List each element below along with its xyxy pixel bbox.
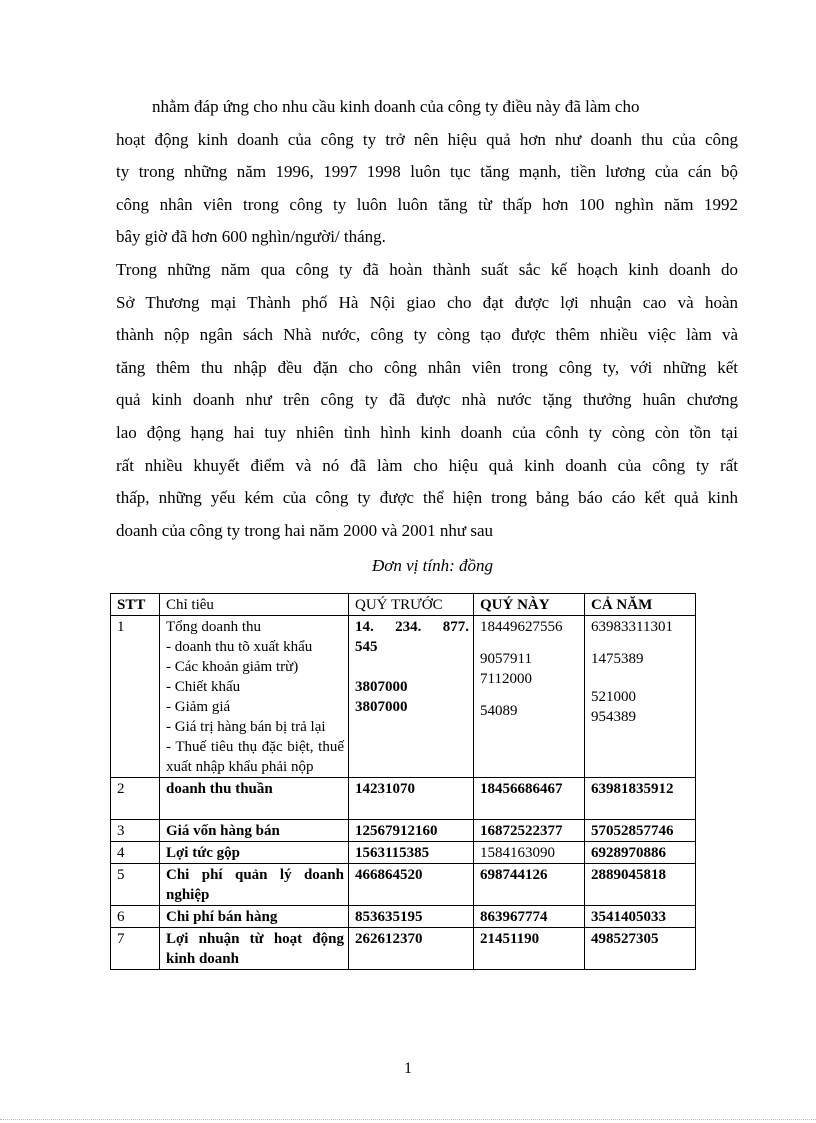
cell-stt: 3 xyxy=(111,820,160,842)
table-row xyxy=(111,928,696,970)
text-line: quả kinh doanh như trên công ty đã được nhà nước tặng thưởng huân chương xyxy=(116,390,738,410)
indicator-line: Tổng doanh thu xyxy=(166,619,261,635)
text-line: rất nhiều khuyết điểm và nó đã làm cho hiệu quả kinh doanh của công ty rất xyxy=(116,455,738,475)
value-line: 1475389 xyxy=(591,651,644,667)
text-line: Trong những năm qua công ty đã hoàn thành suất sắc kế hoạch kinh doanh do xyxy=(116,260,738,279)
cell-prev-quarter: 1563115385 xyxy=(349,842,474,864)
cell-full-year: 63981835912 xyxy=(585,778,696,820)
value-line: 7112000 xyxy=(480,671,532,687)
value-line: 954389 xyxy=(591,709,636,725)
cell-stt: 6 xyxy=(111,906,160,928)
cell-prev-quarter xyxy=(349,616,474,778)
text-line: doanh của công ty trong hai năm 2000 và 2001 như sau xyxy=(116,520,493,540)
cell-prev-quarter: 853635195 xyxy=(349,906,474,928)
table-row xyxy=(111,616,696,778)
text-line: lao động hạng hai tuy nhiên tình hình kinh doanh của cônh ty còng còn tồn tại xyxy=(116,422,738,442)
cell-full-year: 2889045818 xyxy=(585,864,696,906)
value-line: 3807000 xyxy=(355,699,408,715)
indicator-line: - Chiết khấu xyxy=(166,679,241,695)
indicator-line: - Thuế tiêu thụ đặc biệt, thuế xuất nhập khẩu phải nộp xyxy=(166,739,344,775)
cell-stt: 4 xyxy=(111,842,160,864)
value-line: 18449627556 xyxy=(480,619,563,635)
value-line: 3807000 xyxy=(355,679,408,695)
cell-indicator: Lợi tức gộp xyxy=(160,842,349,864)
text-line: bây giờ đã hơn 600 nghìn/người/ tháng. xyxy=(116,227,386,247)
cell-prev-quarter: 14231070 xyxy=(349,778,474,820)
cell-this-quarter xyxy=(474,616,585,778)
cell-indicator xyxy=(160,616,349,778)
cell-full-year: 57052857746 xyxy=(585,820,696,842)
table-row xyxy=(111,864,696,906)
header-full-year: CẢ NĂM xyxy=(585,594,696,616)
page-number: 1 xyxy=(404,1060,412,1077)
value-line: 63983311301 xyxy=(591,619,673,635)
value-line: 521000 xyxy=(591,689,636,705)
indicator-line: - Giảm giá xyxy=(166,699,231,715)
header-indicator: Chỉ tiêu xyxy=(160,594,349,616)
table-header-row xyxy=(111,594,696,616)
cell-indicator: Chi phí bán hàng xyxy=(160,906,349,928)
text-line: thấp, những yếu kém của công ty được thể hiện trong bảng báo cáo kết quả kinh xyxy=(116,488,738,508)
cell-full-year xyxy=(585,616,696,778)
cell-indicator: Chi phí quản lý doanh nghiệp xyxy=(160,864,349,906)
cell-this-quarter: 698744126 xyxy=(474,864,585,906)
text-line: nhằm đáp ứng cho nhu cầu kinh doanh của công ty điều này đã làm cho xyxy=(152,97,640,116)
cell-this-quarter: 863967774 xyxy=(474,906,585,928)
text-line: Sở Thương mại Thành phố Hà Nội giao cho đạt được lợi nhuận cao và hoàn xyxy=(116,292,738,312)
cell-prev-quarter: 262612370 xyxy=(349,928,474,970)
unit-label: Đơn vị tính: đồng xyxy=(372,556,493,575)
cell-stt: 2 xyxy=(111,778,160,820)
cell-indicator: Lợi nhuận từ hoạt động kinh doanh xyxy=(160,928,349,970)
cell-indicator: Giá vốn hàng bán xyxy=(160,820,349,842)
page-edge-divider xyxy=(0,1119,816,1120)
value-line: 14. 234. 877. xyxy=(355,619,469,635)
indicator-line: - Giá trị hàng bán bị trả lại xyxy=(166,719,326,735)
paragraph-2 xyxy=(116,254,738,547)
cell-stt: 7 xyxy=(111,928,160,970)
cell-full-year: 3541405033 xyxy=(585,906,696,928)
header-prev-quarter: QUÝ TRƯỚC xyxy=(349,594,474,616)
text-line: công nhân viên trong công ty luôn luôn tăng từ thấp hơn 100 nghìn năm 1992 xyxy=(116,194,738,214)
value-line: 9057911 xyxy=(480,651,532,667)
paragraph-1 xyxy=(116,91,738,254)
table-row xyxy=(111,778,696,820)
cell-full-year: 6928970886 xyxy=(585,842,696,864)
header-this-quarter: QUÝ NÀY xyxy=(474,594,585,616)
table-row xyxy=(111,820,696,842)
header-stt: STT xyxy=(111,594,160,616)
cell-this-quarter: 1584163090 xyxy=(474,842,585,864)
financial-table xyxy=(110,593,696,970)
cell-stt: 1 xyxy=(111,616,160,778)
text-line: ty trong những năm 1996, 1997 1998 luôn tục tăng mạnh, tiền lương của cán bộ xyxy=(116,162,738,182)
indicator-line: - Các khoản giảm trừ) xyxy=(166,659,299,675)
value-line: 54089 xyxy=(480,703,518,719)
value-line: 545 xyxy=(355,639,378,655)
cell-prev-quarter: 466864520 xyxy=(349,864,474,906)
indicator-line: - doanh thu tõ xuất khẩu xyxy=(166,639,313,655)
cell-this-quarter: 18456686467 xyxy=(474,778,585,820)
cell-prev-quarter: 12567912160 xyxy=(349,820,474,842)
cell-stt: 5 xyxy=(111,864,160,906)
table-row xyxy=(111,842,696,864)
text-line: hoạt động kinh doanh của công ty trở nên hiệu quả hơn như doanh thu của công xyxy=(116,129,738,149)
text-line: thành nộp ngân sách Nhà nước, công ty còng tạo được thêm nhiều việc làm và xyxy=(116,325,738,345)
text-line: tăng thêm thu nhập đều đặn cho công nhân viên trong công ty, với những kết xyxy=(116,357,738,377)
cell-indicator: doanh thu thuần xyxy=(160,778,349,820)
cell-this-quarter: 16872522377 xyxy=(474,820,585,842)
table-row xyxy=(111,906,696,928)
cell-this-quarter: 21451190 xyxy=(474,928,585,970)
cell-full-year: 498527305 xyxy=(585,928,696,970)
